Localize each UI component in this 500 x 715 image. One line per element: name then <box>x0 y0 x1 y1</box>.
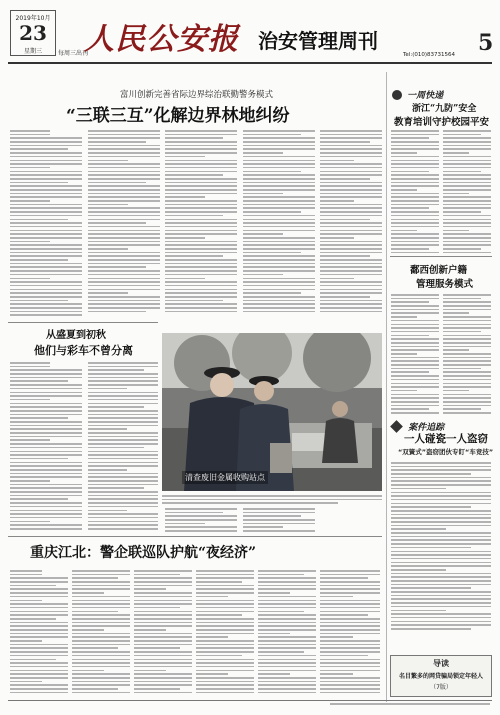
item2-text-col2 <box>443 294 491 416</box>
page-number: 5 <box>478 30 494 56</box>
guide-box <box>390 655 492 697</box>
item3-headline-line2: “双簧式”盗窃团伙专盯“车竞技” <box>398 448 494 456</box>
section-title: 治安管理周刊 <box>258 29 378 53</box>
story2-text-col3 <box>165 508 237 534</box>
story2-headline-line1: 从盛夏到初秋 <box>46 330 106 341</box>
item2-headline-line2: 管理服务模式 <box>416 279 474 290</box>
lead-text-col2 <box>88 130 160 314</box>
photo-credit-text <box>162 495 382 506</box>
quick-label-icon <box>392 90 402 100</box>
date-box <box>10 10 56 56</box>
item2-rule <box>390 256 492 257</box>
phone-number: Tel:(010)83731564 <box>403 52 455 58</box>
lead-text-col3 <box>165 130 237 314</box>
item2-text-col1 <box>391 294 439 416</box>
guide-label: 导读 <box>433 659 449 668</box>
lead-headline: “三联三互”化解边界林地纠纷 <box>66 106 290 126</box>
lead-text-col4 <box>243 130 315 314</box>
story3-text-col5 <box>258 570 316 695</box>
item1-headline-line1: 浙江“九防”安全 <box>412 104 477 114</box>
story3-text-col1 <box>10 570 68 695</box>
item3-text <box>391 462 491 632</box>
alert-label-icon <box>390 420 403 433</box>
alert-label-text: 案件追踪 <box>408 423 445 433</box>
story2-rule <box>8 322 158 323</box>
story3-rule <box>8 536 382 537</box>
guide-text[interactable]: 名目繁多的网贷骗局锁定年轻人 <box>398 673 483 680</box>
story3-text-col2 <box>72 570 130 695</box>
quick-label-text: 一周快递 <box>407 91 444 101</box>
news-photo <box>162 333 382 491</box>
lead-text-col5 <box>320 130 382 314</box>
footer-rule <box>8 700 492 701</box>
right-column-divider <box>386 72 387 702</box>
date-weekday: 星期三 <box>23 48 42 55</box>
date-day: 23 <box>19 21 47 45</box>
lead-text-col1 <box>10 130 82 318</box>
story2-text-col4 <box>243 508 315 534</box>
story3-headline: 重庆江北：警企联巡队护航“夜经济” <box>30 545 257 561</box>
story3-text-col4 <box>196 570 254 695</box>
story3-text-col3 <box>134 570 192 695</box>
item3-headline-line1: 一人碰瓷一人盗窃 <box>404 433 488 445</box>
newspaper-logo: 人民公安报 <box>84 22 239 57</box>
story3-text-col6 <box>320 570 380 695</box>
guide-page-ref: （7版） <box>430 684 452 691</box>
item2-headline-line1: 鄱西创新户籍 <box>410 265 468 276</box>
photo-scene-illustration <box>162 333 382 491</box>
story2-text-col1 <box>10 362 82 532</box>
date-year-month: 2019年10月 <box>15 15 51 22</box>
item1-text-col1 <box>391 130 439 255</box>
lead-kicker: 富川创新完善省际边界综治联勤警务模式 <box>120 90 274 100</box>
story2-text-col2 <box>88 362 158 532</box>
photo-caption: 清查废旧金属收购站点 <box>182 471 268 484</box>
item1-headline-line2: 教育培训守护校园平安 <box>394 117 490 128</box>
issue-note: 每周三出刊 <box>58 50 89 57</box>
masthead-rule <box>8 62 492 64</box>
masthead <box>0 0 500 66</box>
story2-headline-line2: 他们与彩车不曾分离 <box>34 344 133 357</box>
item1-text-col2 <box>443 130 491 255</box>
footer-credits <box>330 703 490 707</box>
